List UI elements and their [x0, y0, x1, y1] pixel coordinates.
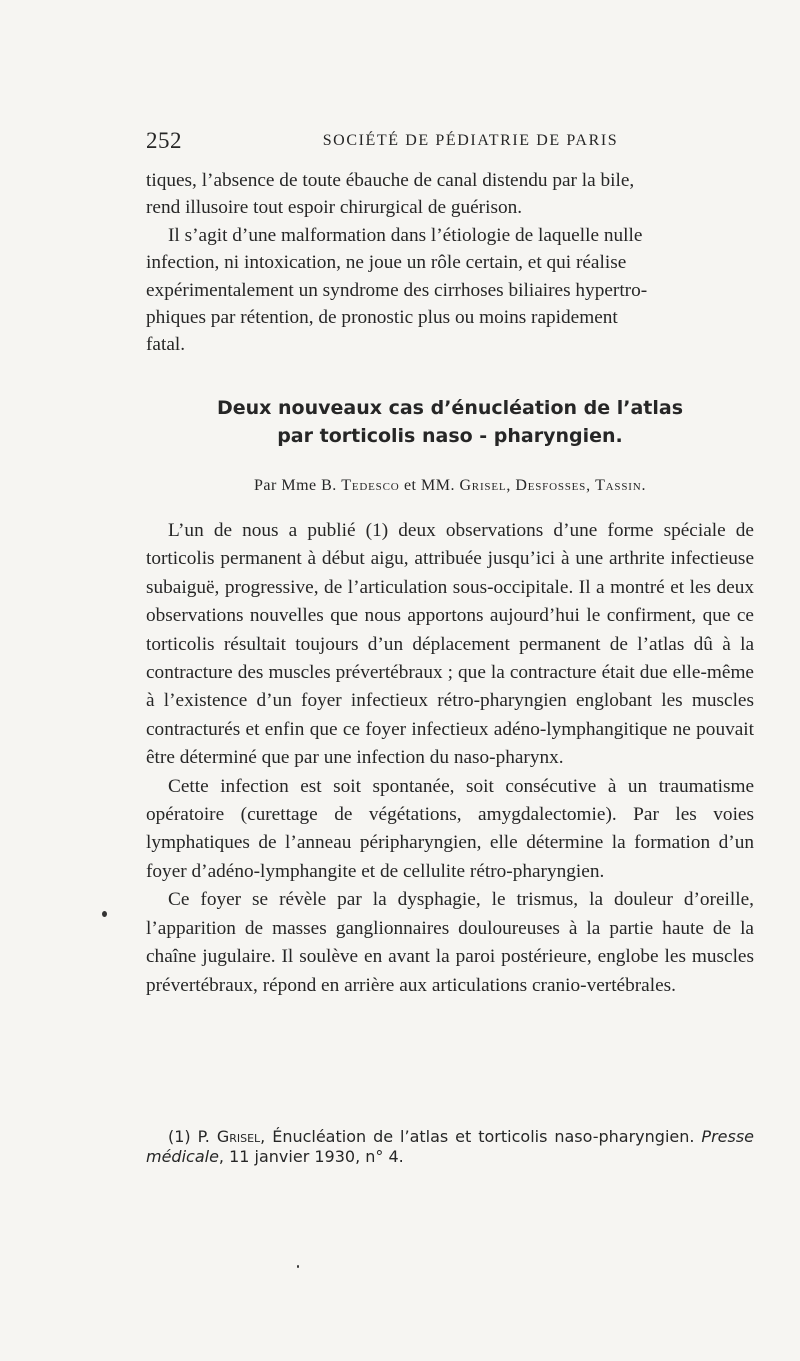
footnote-author: Grisel	[216, 1127, 261, 1146]
authors-separator: et MM.	[399, 477, 460, 494]
authors-prefix: Par Mme B.	[254, 477, 342, 494]
authors-end: .	[641, 477, 646, 494]
text-line: fatal.	[146, 334, 186, 356]
text-line: infection, ni intoxication, ne joue un rôle certain, et qui réalise	[146, 252, 627, 274]
author-name: Tassin	[595, 477, 642, 494]
article-body	[146, 517, 754, 1000]
footnote-journal: Presse médicale	[146, 1127, 755, 1166]
page-number: 252	[146, 128, 182, 153]
text-line: tiques, l’absence de toute ébauche de canal distendu par la bile,	[146, 170, 635, 191]
article-title-line-1: Deux nouveaux cas d’énucléation de l’atlas	[216, 397, 684, 419]
paragraph: L’un de nous a publié (1) deux observations d’une forme spéciale de torticolis permanent à début aigu, attribuée jusqu’ici à une arthrite infectieuse subaiguë, progressive, de l’articulation sous-occipitale. Il a montré et les deux observations nouvelles que nous apportons aujourd’hui le confirment, que ce torticolis résultait toujours d’un déplacement permanent de l’atlas dû à la contracture des muscles prévertébraux ; que la contracture était due elle-même à l’existence d’un foyer infectieux rétro-pharyngien englobant les muscles contracturés et enfin que ce foyer infectieux adéno-lymphangitique ne pouvait être déterminé que par une infection du naso-pharynx.	[146, 520, 754, 769]
author-name: Grisel	[459, 477, 507, 494]
footnote-date: , 11 janvier 1930, n° 4.	[218, 1147, 404, 1166]
page-header	[146, 128, 755, 158]
paragraph: Cette infection est soit spontanée, soit consécutive à un traumatisme opératoire (curettage de végétations, amygdalectomie). Par les voies lymphatiques de l’anneau péripharyngien, elle détermine la formation d’un foyer d’adéno-lymphangite et de cellulite rétro-pharyngien.	[146, 775, 754, 882]
authors-separator: ,	[586, 477, 596, 494]
previous-article-ending	[146, 167, 754, 359]
footnote-title: , Énucléation de l’atlas et torticolis naso-pharyngien.	[260, 1127, 702, 1146]
footnote-text	[146, 1127, 754, 1167]
text-line: rend illusoire tout espoir chirurgical de guérison.	[146, 197, 523, 219]
author-name: Desfosses	[515, 477, 587, 494]
authors-separator: ,	[506, 477, 516, 494]
running-head: SOCIÉTÉ DE PÉDIATRIE DE PARIS	[322, 132, 619, 149]
text-line: phiques par rétention, de pronostic plus ou moins rapidement	[146, 307, 618, 329]
footnote	[146, 1127, 754, 1167]
text-line: Il s’agit d’une malformation dans l’étiologie de laquelle nulle	[168, 224, 643, 246]
paragraph	[146, 222, 754, 359]
article-title-line-2: par torticolis naso - pharyngien.	[277, 425, 623, 447]
paragraph	[146, 167, 754, 222]
ink-spot	[297, 1265, 299, 1268]
footnote-prefix: (1) P.	[168, 1127, 217, 1146]
author-name: Tedesco	[341, 477, 400, 494]
ink-spot	[102, 911, 107, 917]
text-line: expérimentalement un syndrome des cirrhoses biliaires hypertro-	[146, 279, 648, 301]
paragraph: Ce foyer se révèle par la dysphagie, le trismus, la douleur d’oreille, l’apparition de masses ganglionnaires douloureuses à la partie haute de la chaîne jugulaire. Il soulève en avant la paroi postérieure, englobe les muscles prévertébraux, répond en arrière aux articulations cranio-vertébrales.	[146, 889, 754, 996]
article-authors	[146, 477, 754, 495]
